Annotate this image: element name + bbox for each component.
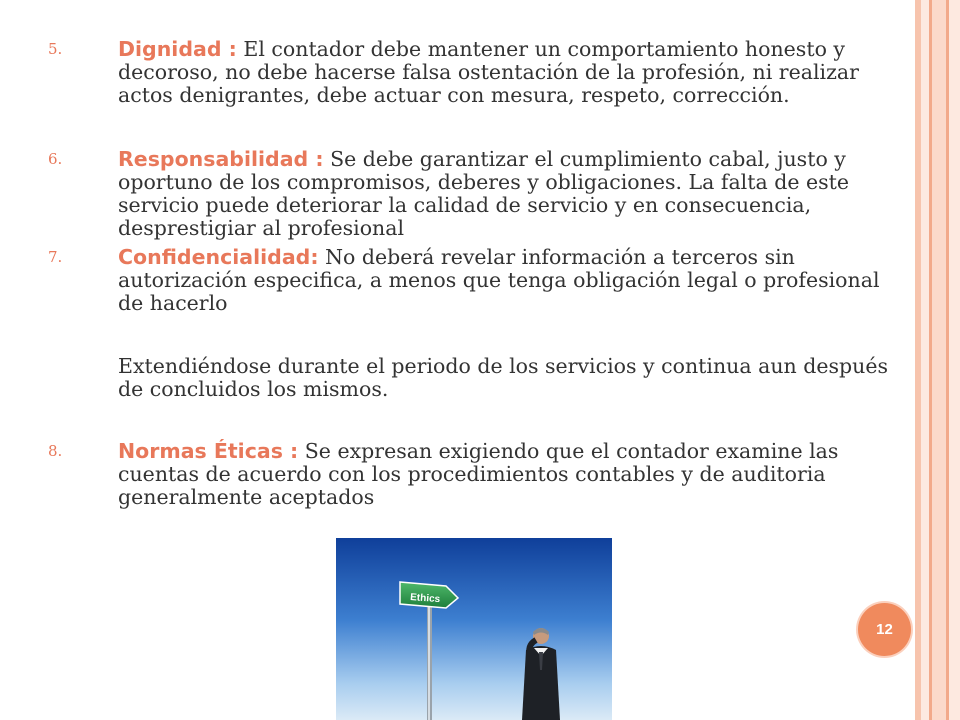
item-text: Se expresan exigiendo que el contador examine las cuentas de acuerdo con los procedimientos contables y de auditoria generalmente aceptados	[118, 439, 839, 509]
ethics-signpost-image	[336, 538, 612, 720]
sign-text: Ethics	[409, 592, 441, 606]
item-text: Se debe garantizar el cumplimiento cabal, justo y oportuno de los compromisos, deberes y obligaciones. La falta de este servicio puede deteriorar la calidad de servicio y en consecuencia, desprestigiar al profesional	[118, 147, 850, 240]
item-text: El contador debe mantener un comportamiento honesto y decoroso, no debe hacerse falsa ostentación de la profesión, ni realizar actos denigrantes, debe actuar con mesura, respeto, corrección.	[118, 37, 859, 107]
item-number: 5.	[48, 40, 63, 58]
item-number: 7.	[48, 248, 63, 266]
item-number: 6.	[48, 150, 63, 168]
item-term: Normas Éticas :	[118, 439, 299, 463]
right-stripe-pale	[921, 0, 929, 720]
item-term: Responsabilidad :	[118, 147, 324, 171]
item-term: Confidencialidad:	[118, 245, 319, 269]
item-number: 8.	[48, 442, 63, 460]
item-text: Extendiéndose durante el periodo de los servicios y continua aun después de concluidos los mismos.	[118, 354, 888, 401]
item-text: No deberá revelar información a terceros sin autorización especifica, a menos que tenga obligación legal o profesional de hacerlo	[118, 245, 880, 315]
ethics-photo-svg	[336, 538, 612, 720]
page-number-badge: 12	[858, 603, 911, 656]
right-stripe-light	[932, 0, 946, 720]
item-term: Dignidad :	[118, 37, 237, 61]
right-stripe-edge	[949, 0, 960, 720]
